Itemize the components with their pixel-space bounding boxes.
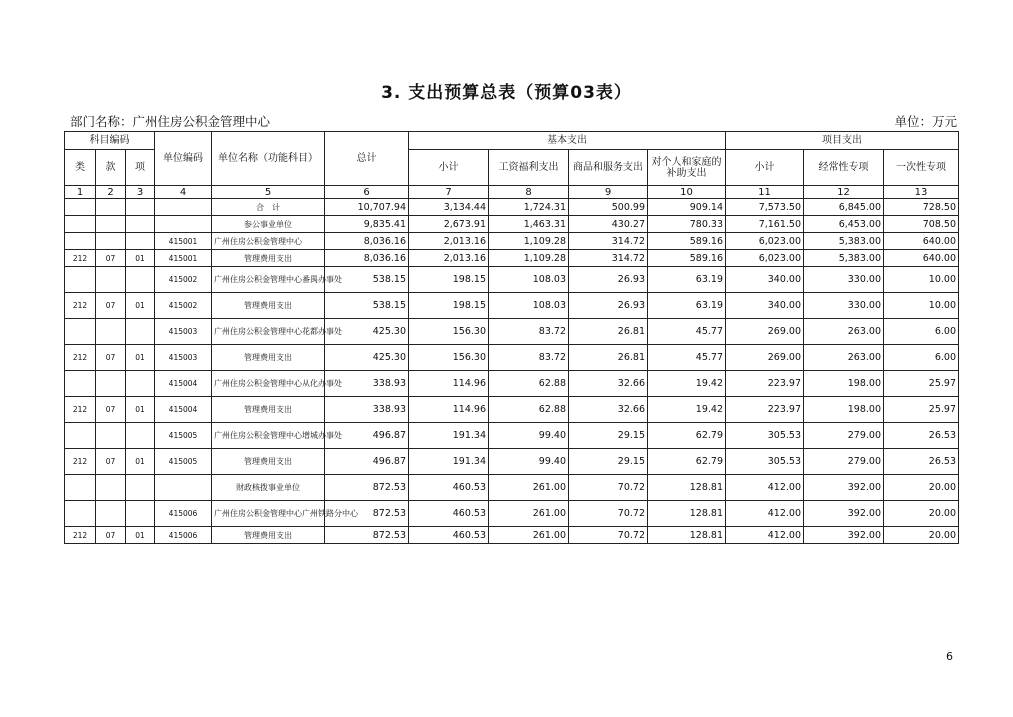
cell-subsidy: 63.19 — [648, 267, 726, 293]
cell-proj-subtotal: 412.00 — [726, 475, 804, 501]
cell-salary: 62.88 — [489, 397, 569, 423]
cell-xiang: 01 — [126, 250, 155, 267]
cell-xiang — [126, 216, 155, 233]
cell-goods: 29.15 — [569, 423, 648, 449]
cell-subsidy: 909.14 — [648, 199, 726, 216]
cell-proj-subtotal: 7,161.50 — [726, 216, 804, 233]
cell-unit-name: 管理费用支出 — [212, 449, 325, 475]
col-num: 1 — [65, 186, 96, 199]
table-row — [65, 371, 959, 397]
col-num: 9 — [569, 186, 648, 199]
cell-total: 9,835.41 — [325, 216, 409, 233]
cell-lei — [65, 501, 96, 527]
cell-onetime: 6.00 — [884, 319, 959, 345]
table-row — [65, 449, 959, 475]
cell-kuan — [96, 501, 126, 527]
cell-unit-name: 广州住房公积金管理中心增城办事处 — [212, 423, 325, 449]
cell-unit-code — [155, 199, 212, 216]
cell-xiang — [126, 267, 155, 293]
cell-kuan — [96, 267, 126, 293]
cell-salary: 83.72 — [489, 345, 569, 371]
header-regular: 经常性专项 — [804, 150, 884, 186]
cell-regular: 6,453.00 — [804, 216, 884, 233]
col-num: 5 — [212, 186, 325, 199]
cell-regular: 392.00 — [804, 527, 884, 544]
cell-goods: 26.81 — [569, 345, 648, 371]
header-onetime: 一次性专项 — [884, 150, 959, 186]
cell-salary: 1,724.31 — [489, 199, 569, 216]
cell-lei: 212 — [65, 345, 96, 371]
col-num: 4 — [155, 186, 212, 199]
cell-subtotal: 2,673.91 — [409, 216, 489, 233]
cell-onetime: 640.00 — [884, 233, 959, 250]
cell-goods: 32.66 — [569, 397, 648, 423]
cell-xiang: 01 — [126, 345, 155, 371]
cell-total: 872.53 — [325, 501, 409, 527]
cell-subtotal: 2,013.16 — [409, 250, 489, 267]
cell-subtotal: 2,013.16 — [409, 233, 489, 250]
cell-subtotal: 3,134.44 — [409, 199, 489, 216]
cell-lei: 212 — [65, 527, 96, 544]
cell-onetime: 20.00 — [884, 501, 959, 527]
col-num: 11 — [726, 186, 804, 199]
cell-unit-code: 415001 — [155, 233, 212, 250]
header-proj-subtotal: 小计 — [726, 150, 804, 186]
cell-goods: 70.72 — [569, 475, 648, 501]
cell-regular: 279.00 — [804, 423, 884, 449]
cell-unit-code: 415004 — [155, 371, 212, 397]
cell-total: 872.53 — [325, 475, 409, 501]
cell-subsidy: 589.16 — [648, 233, 726, 250]
cell-subsidy: 45.77 — [648, 345, 726, 371]
cell-xiang: 01 — [126, 449, 155, 475]
cell-subsidy: 128.81 — [648, 475, 726, 501]
cell-unit-name: 财政核拨事业单位 — [212, 475, 325, 501]
cell-proj-subtotal: 412.00 — [726, 527, 804, 544]
cell-regular: 392.00 — [804, 501, 884, 527]
col-num: 6 — [325, 186, 409, 199]
cell-onetime: 10.00 — [884, 293, 959, 319]
page-number: 6 — [946, 650, 953, 663]
cell-lei — [65, 267, 96, 293]
cell-regular: 5,383.00 — [804, 250, 884, 267]
col-num: 13 — [884, 186, 959, 199]
cell-kuan: 07 — [96, 449, 126, 475]
cell-total: 8,036.16 — [325, 250, 409, 267]
cell-unit-code: 415006 — [155, 527, 212, 544]
cell-xiang: 01 — [126, 397, 155, 423]
col-num: 7 — [409, 186, 489, 199]
cell-salary: 62.88 — [489, 371, 569, 397]
cell-regular: 279.00 — [804, 449, 884, 475]
cell-total: 496.87 — [325, 423, 409, 449]
table-body — [65, 199, 959, 544]
cell-subtotal: 198.15 — [409, 267, 489, 293]
cell-goods: 314.72 — [569, 233, 648, 250]
cell-kuan: 07 — [96, 527, 126, 544]
table-row — [65, 527, 959, 544]
cell-subtotal: 191.34 — [409, 449, 489, 475]
cell-goods: 29.15 — [569, 449, 648, 475]
cell-unit-name: 管理费用支出 — [212, 527, 325, 544]
cell-unit-code — [155, 475, 212, 501]
cell-salary: 99.40 — [489, 423, 569, 449]
cell-total: 338.93 — [325, 397, 409, 423]
cell-goods: 430.27 — [569, 216, 648, 233]
cell-subsidy: 45.77 — [648, 319, 726, 345]
cell-goods: 70.72 — [569, 527, 648, 544]
cell-unit-code: 415005 — [155, 449, 212, 475]
table-row — [65, 250, 959, 267]
cell-subtotal: 156.30 — [409, 319, 489, 345]
cell-total: 338.93 — [325, 371, 409, 397]
cell-kuan — [96, 216, 126, 233]
cell-subtotal: 460.53 — [409, 475, 489, 501]
cell-unit-code: 415002 — [155, 267, 212, 293]
cell-regular: 198.00 — [804, 397, 884, 423]
cell-salary: 83.72 — [489, 319, 569, 345]
cell-kuan — [96, 371, 126, 397]
cell-onetime: 25.97 — [884, 371, 959, 397]
cell-total: 496.87 — [325, 449, 409, 475]
cell-lei — [65, 371, 96, 397]
cell-goods: 26.93 — [569, 293, 648, 319]
cell-unit-name: 管理费用支出 — [212, 250, 325, 267]
cell-subtotal: 114.96 — [409, 371, 489, 397]
cell-subtotal: 460.53 — [409, 501, 489, 527]
cell-kuan — [96, 475, 126, 501]
header-subject-code: 科目编码 — [65, 132, 155, 150]
unit-label: 单位：万元 — [894, 114, 957, 129]
cell-lei: 212 — [65, 293, 96, 319]
cell-total: 872.53 — [325, 527, 409, 544]
cell-subsidy: 63.19 — [648, 293, 726, 319]
table-row — [65, 345, 959, 371]
cell-proj-subtotal: 412.00 — [726, 501, 804, 527]
cell-subsidy: 589.16 — [648, 250, 726, 267]
cell-onetime: 25.97 — [884, 397, 959, 423]
table-row — [65, 319, 959, 345]
cell-lei — [65, 199, 96, 216]
table-row — [65, 233, 959, 250]
cell-onetime: 20.00 — [884, 475, 959, 501]
cell-subtotal: 198.15 — [409, 293, 489, 319]
table-row — [65, 397, 959, 423]
cell-xiang — [126, 319, 155, 345]
cell-goods: 70.72 — [569, 501, 648, 527]
cell-proj-subtotal: 305.53 — [726, 449, 804, 475]
table-row — [65, 423, 959, 449]
cell-unit-name: 参公事业单位 — [212, 216, 325, 233]
cell-proj-subtotal: 223.97 — [726, 397, 804, 423]
header-goods: 商品和服务支出 — [569, 150, 648, 186]
cell-onetime: 728.50 — [884, 199, 959, 216]
cell-onetime: 26.53 — [884, 423, 959, 449]
cell-subsidy: 128.81 — [648, 527, 726, 544]
cell-subsidy: 780.33 — [648, 216, 726, 233]
cell-subtotal: 156.30 — [409, 345, 489, 371]
cell-xiang — [126, 423, 155, 449]
cell-regular: 330.00 — [804, 267, 884, 293]
cell-regular: 5,383.00 — [804, 233, 884, 250]
cell-regular: 263.00 — [804, 319, 884, 345]
cell-regular: 392.00 — [804, 475, 884, 501]
cell-onetime: 6.00 — [884, 345, 959, 371]
cell-unit-name: 管理费用支出 — [212, 397, 325, 423]
cell-kuan: 07 — [96, 345, 126, 371]
cell-unit-name: 广州住房公积金管理中心广州铁路分中心 — [212, 501, 325, 527]
cell-subtotal: 460.53 — [409, 527, 489, 544]
cell-proj-subtotal: 223.97 — [726, 371, 804, 397]
cell-total: 8,036.16 — [325, 233, 409, 250]
cell-xiang — [126, 233, 155, 250]
department-name: 部门名称：广州住房公积金管理中心 — [70, 114, 271, 129]
cell-regular: 263.00 — [804, 345, 884, 371]
cell-lei — [65, 233, 96, 250]
cell-unit-name: 广州住房公积金管理中心 — [212, 233, 325, 250]
cell-subtotal: 191.34 — [409, 423, 489, 449]
cell-regular: 330.00 — [804, 293, 884, 319]
cell-salary: 261.00 — [489, 501, 569, 527]
cell-xiang: 01 — [126, 527, 155, 544]
cell-goods: 314.72 — [569, 250, 648, 267]
cell-salary: 108.03 — [489, 267, 569, 293]
table-row — [65, 501, 959, 527]
cell-subsidy: 128.81 — [648, 501, 726, 527]
cell-salary: 261.00 — [489, 475, 569, 501]
cell-kuan — [96, 319, 126, 345]
cell-total: 425.30 — [325, 319, 409, 345]
cell-unit-code: 415003 — [155, 345, 212, 371]
cell-total: 538.15 — [325, 267, 409, 293]
header-subtotal: 小计 — [409, 150, 489, 186]
cell-xiang — [126, 199, 155, 216]
cell-goods: 26.81 — [569, 319, 648, 345]
cell-subtotal: 114.96 — [409, 397, 489, 423]
cell-onetime: 640.00 — [884, 250, 959, 267]
cell-subsidy: 62.79 — [648, 423, 726, 449]
cell-lei: 212 — [65, 397, 96, 423]
cell-xiang: 01 — [126, 293, 155, 319]
cell-goods: 500.99 — [569, 199, 648, 216]
cell-lei — [65, 475, 96, 501]
cell-regular: 6,845.00 — [804, 199, 884, 216]
cell-salary: 261.00 — [489, 527, 569, 544]
cell-unit-name: 广州住房公积金管理中心花都办事处 — [212, 319, 325, 345]
table-row — [65, 475, 959, 501]
cell-salary: 1,463.31 — [489, 216, 569, 233]
cell-unit-code: 415003 — [155, 319, 212, 345]
cell-proj-subtotal: 269.00 — [726, 319, 804, 345]
table-row — [65, 216, 959, 233]
cell-kuan — [96, 199, 126, 216]
col-num: 3 — [126, 186, 155, 199]
cell-unit-name: 广州住房公积金管理中心番禺办事处 — [212, 267, 325, 293]
cell-unit-code — [155, 216, 212, 233]
cell-xiang — [126, 475, 155, 501]
page-title: 3. 支出预算总表（预算03表） — [381, 83, 632, 103]
column-number-row — [65, 186, 959, 199]
cell-proj-subtotal: 340.00 — [726, 293, 804, 319]
header-xiang: 项 — [126, 150, 155, 186]
cell-unit-code: 415001 — [155, 250, 212, 267]
cell-unit-name: 管理费用支出 — [212, 293, 325, 319]
cell-onetime: 708.50 — [884, 216, 959, 233]
header-total: 总计 — [325, 132, 409, 186]
cell-xiang — [126, 501, 155, 527]
cell-unit-code: 415002 — [155, 293, 212, 319]
cell-kuan: 07 — [96, 250, 126, 267]
cell-kuan — [96, 233, 126, 250]
cell-lei — [65, 423, 96, 449]
header-unit-code: 单位编码 — [155, 132, 212, 186]
budget-table — [64, 131, 959, 544]
col-num: 12 — [804, 186, 884, 199]
cell-proj-subtotal: 269.00 — [726, 345, 804, 371]
cell-onetime: 20.00 — [884, 527, 959, 544]
cell-subsidy: 19.42 — [648, 397, 726, 423]
table-row — [65, 267, 959, 293]
cell-lei — [65, 319, 96, 345]
header-unit-name: 单位名称（功能科目） — [212, 132, 325, 186]
cell-unit-code: 415005 — [155, 423, 212, 449]
cell-salary: 1,109.28 — [489, 233, 569, 250]
table-row — [65, 199, 959, 216]
cell-unit-code: 415004 — [155, 397, 212, 423]
col-num: 2 — [96, 186, 126, 199]
col-num: 8 — [489, 186, 569, 199]
cell-unit-name: 广州住房公积金管理中心从化办事处 — [212, 371, 325, 397]
cell-xiang — [126, 371, 155, 397]
cell-proj-subtotal: 340.00 — [726, 267, 804, 293]
cell-lei — [65, 216, 96, 233]
cell-kuan: 07 — [96, 397, 126, 423]
header-kuan: 款 — [96, 150, 126, 186]
cell-regular: 198.00 — [804, 371, 884, 397]
cell-goods: 26.93 — [569, 267, 648, 293]
cell-subsidy: 19.42 — [648, 371, 726, 397]
table-row — [65, 293, 959, 319]
col-num: 10 — [648, 186, 726, 199]
cell-onetime: 10.00 — [884, 267, 959, 293]
header-lei: 类 — [65, 150, 96, 186]
cell-lei: 212 — [65, 250, 96, 267]
cell-salary: 108.03 — [489, 293, 569, 319]
cell-total: 538.15 — [325, 293, 409, 319]
cell-kuan — [96, 423, 126, 449]
cell-subsidy: 62.79 — [648, 449, 726, 475]
cell-salary: 99.40 — [489, 449, 569, 475]
header-project-expense: 项目支出 — [726, 132, 959, 150]
header-subsidy: 对个人和家庭的补助支出 — [648, 150, 726, 186]
cell-total: 425.30 — [325, 345, 409, 371]
cell-proj-subtotal: 6,023.00 — [726, 250, 804, 267]
cell-onetime: 26.53 — [884, 449, 959, 475]
cell-total: 10,707.94 — [325, 199, 409, 216]
cell-unit-code: 415006 — [155, 501, 212, 527]
cell-salary: 1,109.28 — [489, 250, 569, 267]
cell-unit-name: 管理费用支出 — [212, 345, 325, 371]
header-salary: 工资福利支出 — [489, 150, 569, 186]
cell-goods: 32.66 — [569, 371, 648, 397]
cell-proj-subtotal: 6,023.00 — [726, 233, 804, 250]
header-basic-expense: 基本支出 — [409, 132, 726, 150]
cell-kuan: 07 — [96, 293, 126, 319]
cell-unit-name: 合 计 — [212, 199, 325, 216]
cell-proj-subtotal: 7,573.50 — [726, 199, 804, 216]
cell-proj-subtotal: 305.53 — [726, 423, 804, 449]
cell-lei: 212 — [65, 449, 96, 475]
